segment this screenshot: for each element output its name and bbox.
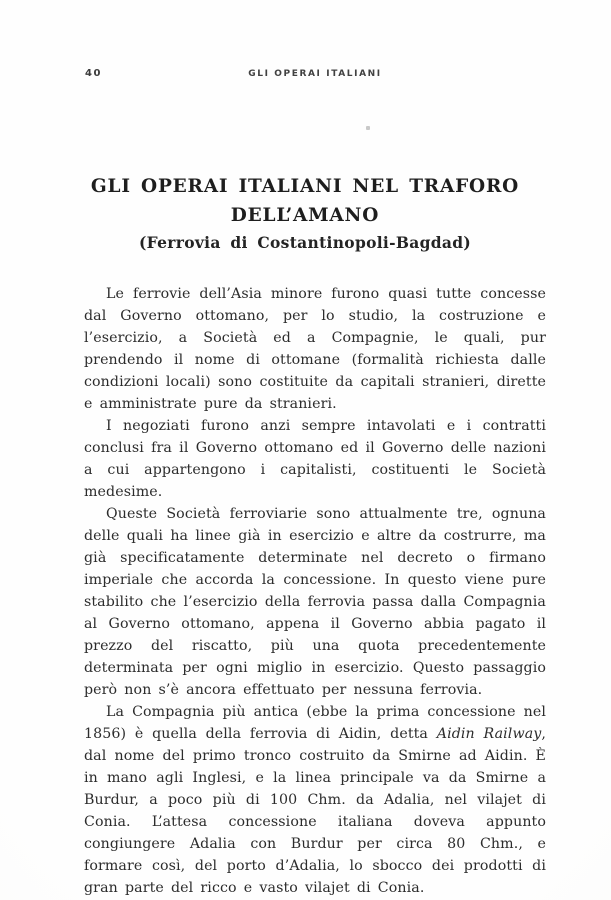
article-subtitle: (Ferrovia di Costantinopoli-Bagdad) xyxy=(139,233,471,252)
text-run: I negoziati furono anzi sempre intavolati e i contratti conclusi fra il Governo ottomano ed il Governo delle nazioni a cui appartengono i capitalisti, costituenti le Società medesime. xyxy=(84,418,546,500)
paragraph xyxy=(84,283,546,415)
text-run: La Compagnia più antica (ebbe la prima concessione nel 1856) è quella della ferrovia di Aidin, detta xyxy=(84,704,546,742)
article-body xyxy=(84,283,546,899)
article-title xyxy=(74,172,536,230)
text-run: Queste Società ferroviarie sono attualmente tre, ognuna delle quali ha linee già in esercizio e altre da costrurre, ma già specificatamente determinate nel decreto o firmano imperiale che accorda la concessione. In questo viene pure stabilito che l’esercizio della ferrovia passa dalla Compagnia al Governo ottomano, appena il Governo abbia pagato il prezzo del riscatto, più una quota precedentemente determinata per ogni miglio in esercizio. Questo passaggio però non s’è ancora effettuato per nessuna ferrovia. xyxy=(84,506,546,698)
paragraph xyxy=(84,415,546,503)
running-head xyxy=(84,66,546,82)
scan-artifact-speck xyxy=(366,126,370,130)
article-title-line1: GLI OPERAI ITALIANI NEL TRAFORO xyxy=(90,176,520,197)
paragraph xyxy=(84,503,546,701)
italic-text-run: Aidin Railway xyxy=(436,726,542,742)
text-run: Le ferrovie dell’Asia minore furono quasi tutte concesse dal Governo ottomano, per lo studio, la costruzione e l’esercizio, a Società ed a Compagnie, le quali, pur prendendo il nome di ottomane (formalità richiesta dalle condizioni locali) sono costituite da capitali stranieri, dirette e amministrate pure da stranieri. xyxy=(84,286,546,412)
text-run: , dal nome del primo tronco costruito da Smirne ad Aidin. È in mano agli Inglesi, e la linea principale va da Smirne a Burdur, a poco più di 100 Chm. da Adalia, nel vilajet di Conia. L’attesa concessione italiana doveva appunto congiungere Adalia con Burdur per circa 80 Chm., e formare così, del porto d’Adalia, lo sbocco dei prodotti di gran parte del ricco e vasto vilajet di Conia. xyxy=(84,726,546,896)
running-header-title: GLI OPERAI ITALIANI xyxy=(248,69,382,79)
page-number: 40 xyxy=(85,68,102,79)
paragraph xyxy=(84,701,546,899)
article-title-line2: DELL’AMANO xyxy=(230,205,380,226)
